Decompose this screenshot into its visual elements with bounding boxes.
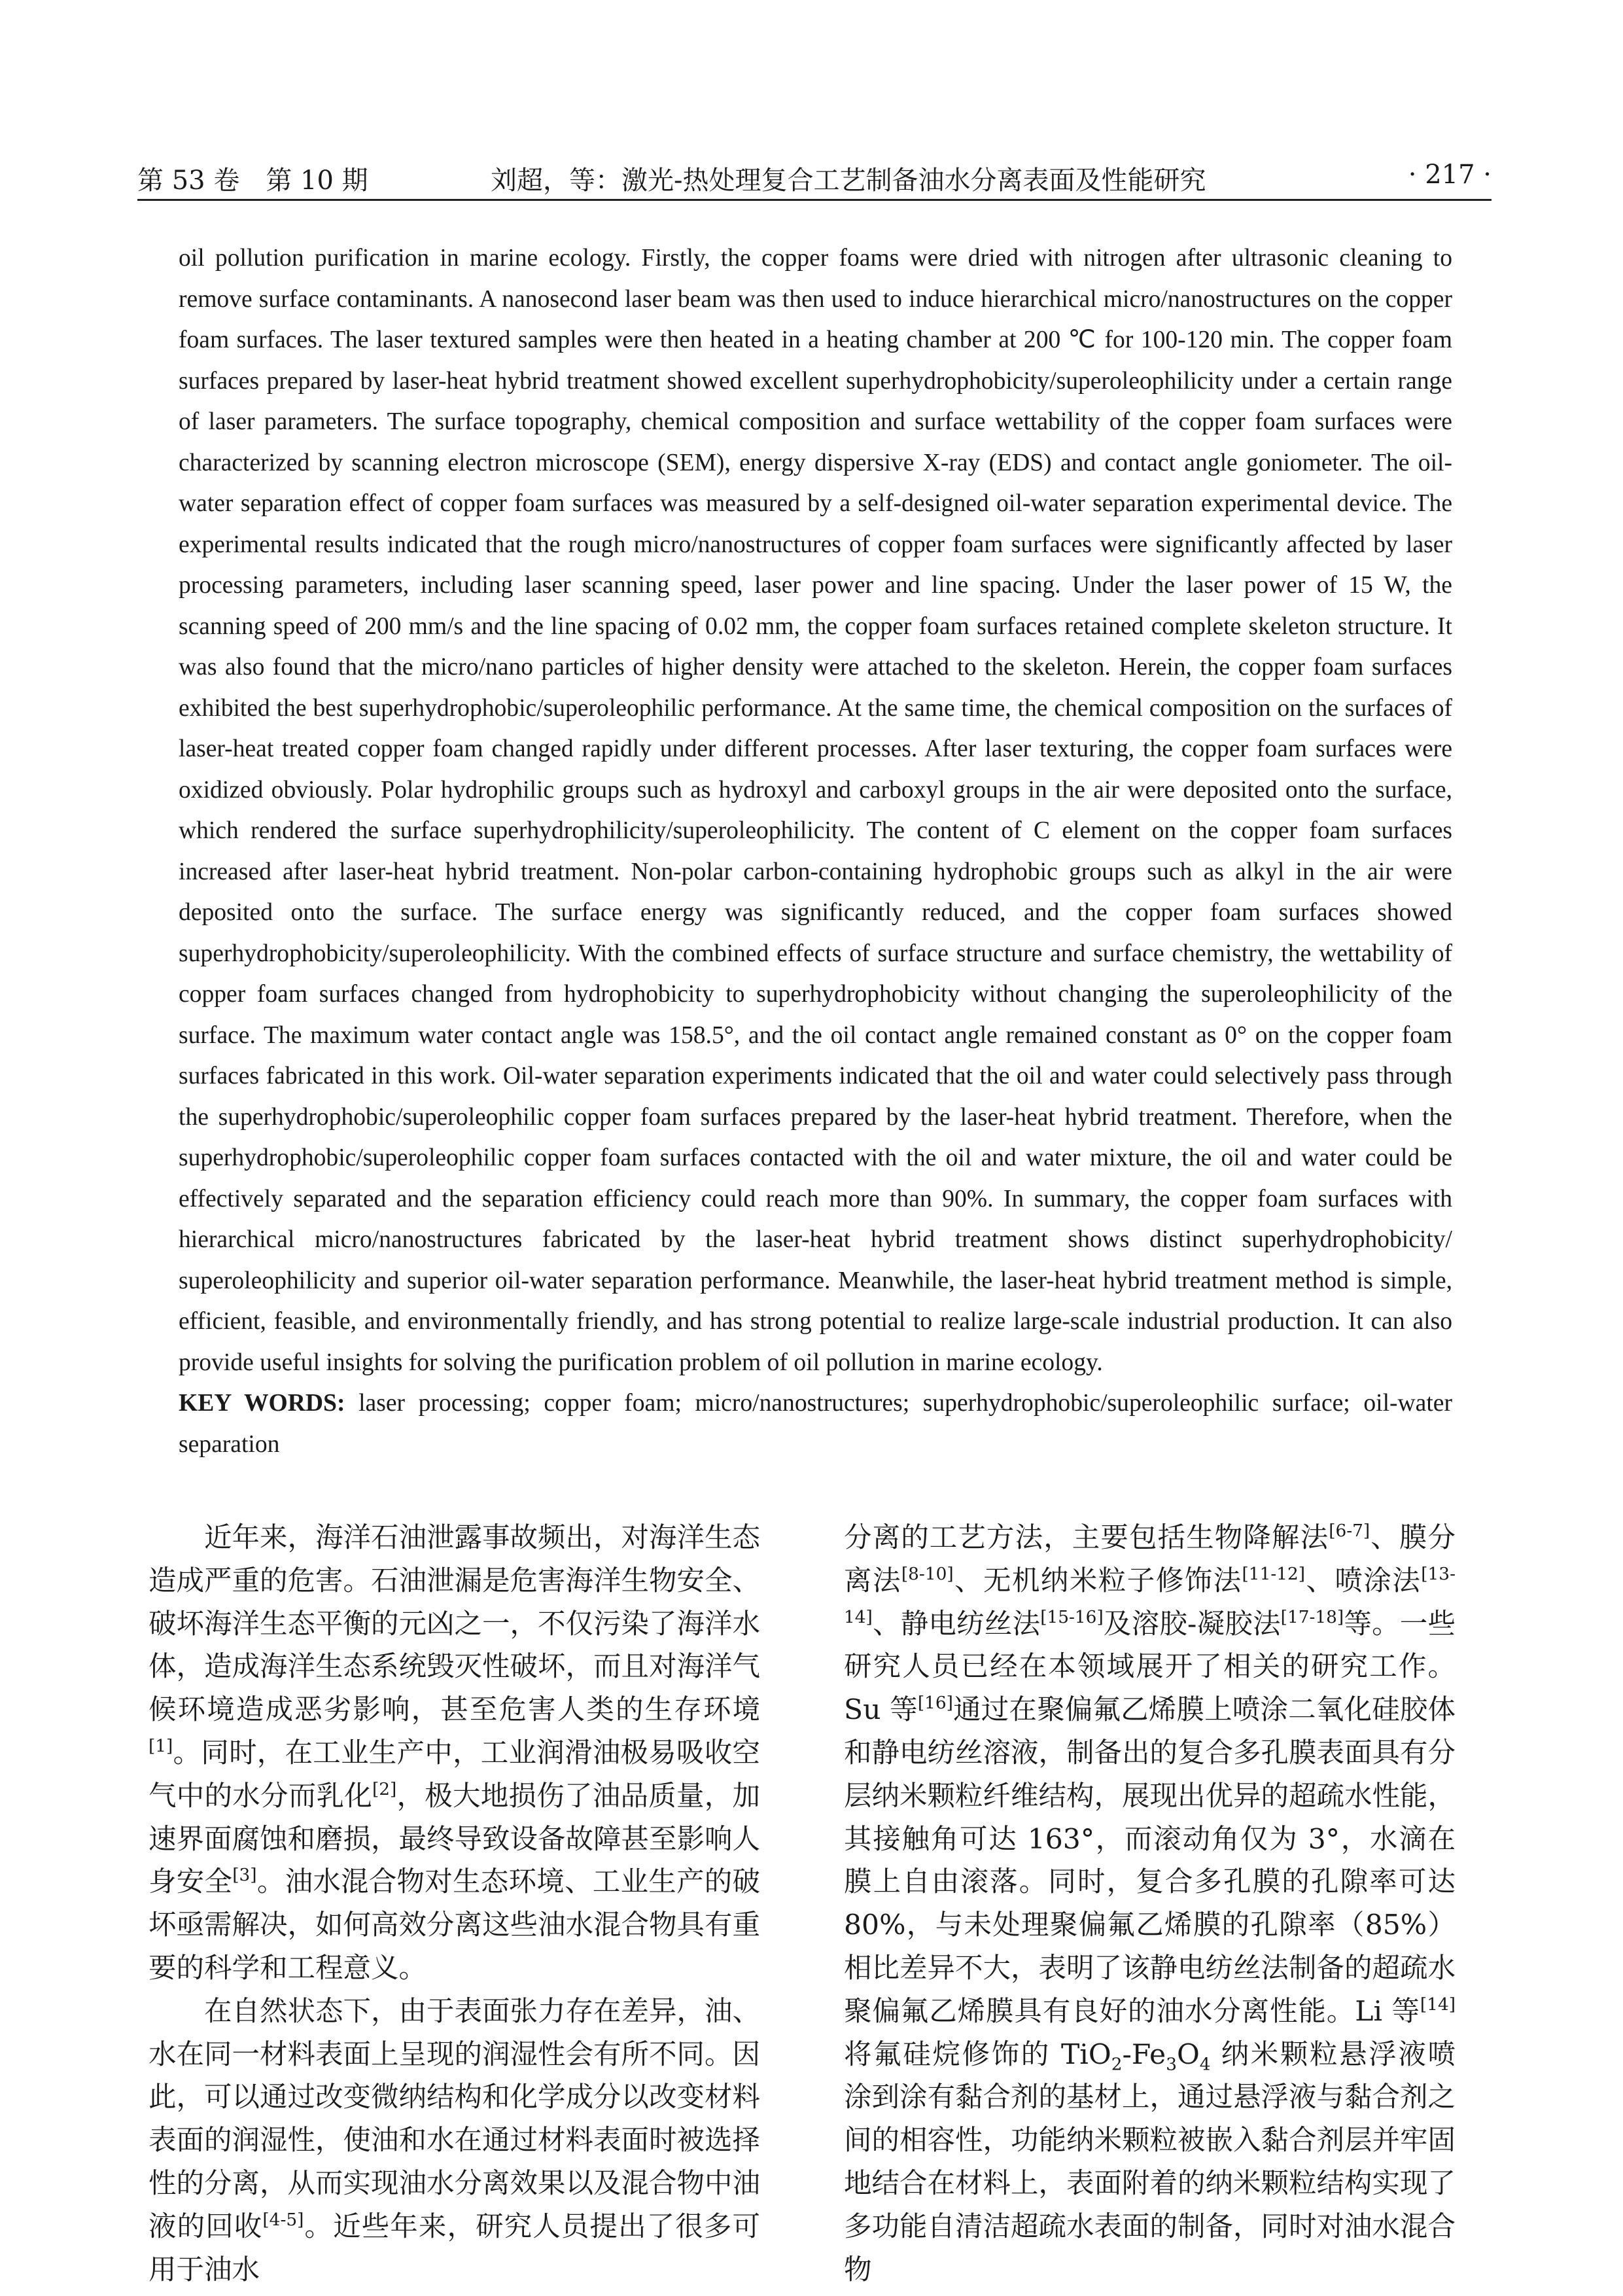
citation: [3] (232, 1865, 257, 1886)
abstract-text: oil pollution purification in marine ecology. Firstly, the copper foams were dried with nitrogen after ultrasonic cleaning to remove surface contaminants. A nanosecond laser beam was then used to induce hierarchical micro/nanostructures on the copper foam surfaces. The laser textured samples were then heated in a heating chamber at 200 ℃ for 100-120 min. The copper foam surfaces prepared by laser-heat hybrid treatment showed excellent superhydrophobicity/superoleophilicity under a certain range of laser parameters. The surface topography, chemical composition and surface wettability of the copper foam surfaces were characterized by scanning electron microscope (SEM), energy dispersive X-ray (EDS) and contact angle goniometer. The oil-water separation effect of copper foam surfaces was measured by a self-designed oil-water separation experimental device. The experimental results indicated that the rough micro/nanostructures of copper foam surfaces were significantly affected by laser processing parameters, including laser scanning speed, laser power and line spacing. Under the laser power of 15 W, the scanning speed of 200 mm/s and the line spacing of 0.02 mm, the copper foam surfaces retained complete skeleton structure. It was also found that the micro/nano particles of higher density were attached to the skeleton. Herein, the copper foam surfaces exhibited the best superhydrophobic/superoleophilic performance. At the same time, the chemical composition on the surfaces of laser-heat treated copper foam changed rapidly under different processes. After laser texturing, the copper foam surfaces were oxidized obviously. Polar hydrophilic groups such as hydroxyl and carboxyl groups in the air were deposited onto the surface, which rendered the surface superhydrophilicity/superoleophilicity. The content of C element on the copper foam surfaces increased after laser-heat hybrid treatment. Non-polar carbon-containing hydrophobic groups such as alkyl in the air were deposited onto the surface. The surface energy was significantly reduced, and the copper foam surfaces showed superhydrophobicity/superoleophilicity. With the combined effects of surface structure and surface chemistry, the wettability of copper foam surfaces changed from hydrophobicity to superhydrophobicity without changing the superoleophilicity of the surface. The maximum water contact angle was 158.5°, and the oil contact angle remained constant as 0° on the copper foam surfaces fabricated in this work. Oil-water separation experiments indicated that the oil and water could selectively pass through the superhydrophobic/superoleophilic copper foam surfaces prepared by the laser-heat hybrid treatment. Therefore, when the superhydrophobic/superoleophilic copper foam surfaces contacted with the oil and water mixture, the oil and water could be effectively separated and the separation efficiency could reach more than 90%. In summary, the copper foam surfaces with hierarchical micro/nanostructures fabricated by the laser-heat hybrid treatment shows distinct superhydrophobicity/ superoleophilicity and superior oil-water separation performance. Meanwhile, the laser-heat hybrid treatment method is simple, efficient, feasible, and environmentally friendly, and has strong potential to realize large-scale industrial production. It can also provide useful insights for solving the purification problem of oil pollution in marine ecology. (179, 245, 1452, 1376)
citation: [14] (1420, 1994, 1456, 2015)
keywords-label: KEY WORDS: (179, 1390, 345, 1417)
page-number: · 217 · (1408, 160, 1492, 190)
citation: [8-10] (901, 1564, 954, 1584)
citation: [13-14] (844, 1564, 1456, 1627)
running-header (137, 156, 1492, 201)
citation: [2] (372, 1779, 397, 1799)
citation: [17-18] (1280, 1607, 1344, 1627)
paragraph: 在自然状态下，由于表面张力存在差异，油、水在同一材料表面上呈现的润湿性会有所不同。因此，可以通过改变微纳结构和化学成分以改变材料表面的润湿性，使油和水在通过材料表面时被选择性的分离，从而实现油水分离效果以及混合物中油液的回收[4-5]。近些年来，研究人员提出了很多可用于油水 (148, 1995, 761, 2286)
body-column-right (844, 1517, 1456, 2291)
citation: [4-5] (262, 2210, 304, 2230)
citation: [16] (917, 1693, 953, 1714)
running-title: 刘超，等：激光-热处理复合工艺制备油水分离表面及性能研究 (491, 166, 1206, 196)
paragraph: 分离的工艺方法，主要包括生物降解法[6-7]、膜分离法[8-10]、无机纳米粒子修饰法[11-12]、喷涂法[13-14]、静电纺丝法[15-16]及溶胶-凝胶法[17-18]等。一些研究人员已经在本领域展开了相关的研究工作。Su 等[16]通过在聚偏氟乙烯膜上喷涂二氧化硅胶体和静电纺丝溶液，制备出的复合多孔膜表面具有分层纳米颗粒纤维结构，展现出优异的超疏水性能，其接触角可达 163°，而滚动角仅为 3°，水滴在膜上自由滚落。同时，复合多孔膜的孔隙率可达 80%，与未处理聚偏氟乙烯膜的孔隙率（85%）相比差异不大，表明了该静电纺丝法制备的超疏水聚偏氟乙烯膜具有良好的油水分离性能。Li 等[14]将氟硅烷修饰的 $TiO_2-Fe_3O_4$ 纳米颗粒悬浮液喷涂到涂有黏合剂的基材上，通过悬浮液与黏合剂之间的相容性，功能纳米颗粒被嵌入黏合剂层并牢固地结合在材料上，表面附着的纳米颗粒结构实现了多功能自清洁超疏水表面的制备，同时对油水混合物 (844, 1521, 1456, 2286)
citation: [15-16] (1040, 1607, 1104, 1627)
keywords-line (179, 1383, 1452, 1465)
english-abstract (179, 238, 1452, 1465)
citation: [1] (148, 1737, 173, 1757)
citation: [6-7] (1329, 1521, 1370, 1542)
citation: [11-12] (1242, 1564, 1306, 1584)
keywords-text: laser processing; copper foam; micro/nanostructures; superhydrophobic/superoleophilic surface; oil-water separation (179, 1390, 1452, 1458)
body-column-left (148, 1517, 760, 2291)
paragraph: 近年来，海洋石油泄露事故频出，对海洋生态造成严重的危害。石油泄漏是危害海洋生物安全、破坏海洋生态平衡的元凶之一，不仅污染了海洋水体，造成海洋生态系统毁灭性破坏，而且对海洋气候环境造成恶劣影响，甚至危害人类的生存环境[1]。同时，在工业生产中，工业润滑油极易吸收空气中的水分而乳化[2]，极大地损伤了油品质量，加速界面腐蚀和磨损，最终导致设备故障甚至影响人身安全[3]。油水混合物对生态环境、工业生产的破坏亟需解决，如何高效分离这些油水混合物具有重要的科学和工程意义。 (148, 1522, 761, 1985)
volume-issue: 第 53 卷 第 10 期 (137, 166, 368, 196)
